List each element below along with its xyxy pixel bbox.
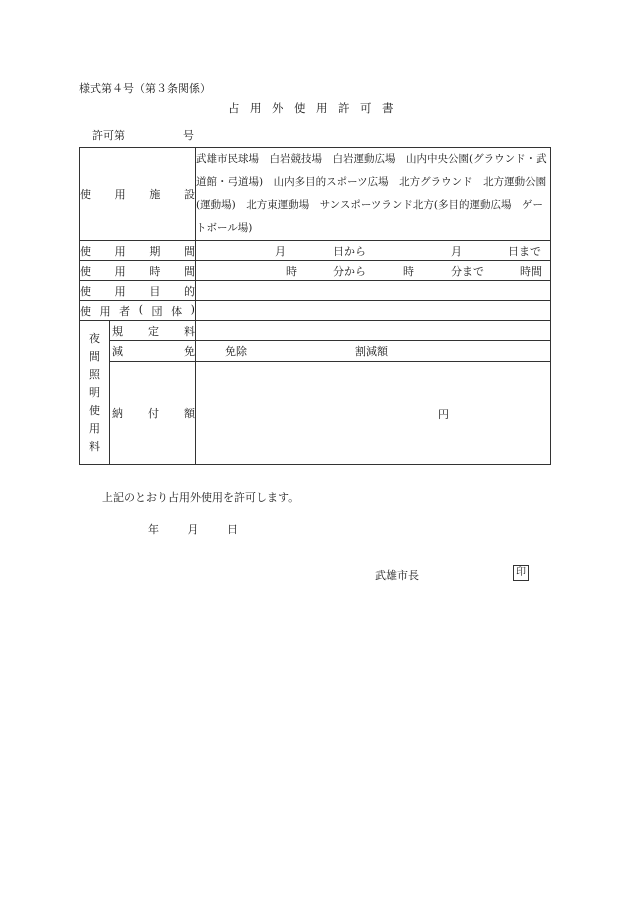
reduction-field[interactable] [196, 341, 551, 362]
partial-reduction-label: 割減額 [355, 345, 388, 358]
issue-date [148, 521, 238, 537]
period-label: 使 用 期 間 [80, 241, 196, 261]
mayor-signature: 武雄市長 [375, 569, 419, 582]
reduction-row [80, 341, 551, 362]
facility-row [80, 148, 551, 241]
time-field[interactable]: 時 分から 時 分まで 時間 [196, 261, 551, 281]
reduction-label: 減 免 [110, 341, 196, 362]
payment-field[interactable] [196, 362, 551, 465]
period-field[interactable]: 月 日から 月 日まで [196, 241, 551, 261]
user-field[interactable] [196, 301, 551, 321]
date-year-label: 年 [148, 523, 159, 536]
user-label: 使 用 者 ( 団 体 ) [80, 301, 196, 321]
permit-suffix: 号 [183, 129, 194, 142]
yen-unit: 円 [438, 408, 449, 421]
permit-number [92, 127, 194, 143]
time-label: 使 用 時 間 [80, 261, 196, 281]
purpose-row [80, 281, 551, 301]
payment-label: 納 付 額 [110, 362, 196, 465]
permission-statement: 上記のとおり占用外使用を許可します。 [102, 491, 300, 504]
document-title: 占用外使用許可書 [228, 101, 404, 115]
user-row [80, 301, 551, 321]
time-row [80, 261, 551, 281]
period-row [80, 241, 551, 261]
date-day-label: 日 [227, 523, 238, 536]
payment-row [80, 362, 551, 465]
fixed-fee-label: 規 定 料 [110, 321, 196, 341]
fixed-fee-row [80, 321, 551, 341]
facility-label: 使 用 施 設 [80, 148, 196, 241]
form-number-label: 様式第４号（第３条関係） [79, 82, 211, 95]
purpose-label: 使 用 目 的 [80, 281, 196, 301]
purpose-field[interactable] [196, 281, 551, 301]
seal-stamp-box: 印 [513, 565, 529, 581]
fixed-fee-field[interactable] [196, 321, 551, 341]
facility-list: 武雄市民球場 白岩競技場 白岩運動広場 山内中央公園(グラウンド・武道館・弓道場) 山内多目的スポーツ広場 北方グラウンド 北方運動公園(運動場) 北方東運動場 サンスポーツランド北方(多目的運動広場 ゲートボール場) [196, 148, 551, 241]
permit-prefix: 許可第 [92, 129, 125, 142]
permit-form-table [79, 147, 551, 465]
night-lighting-label: 夜 間 照 明 使 用 料 [80, 321, 110, 465]
exempt-label: 免除 [225, 345, 247, 358]
date-month-label: 月 [187, 523, 199, 536]
